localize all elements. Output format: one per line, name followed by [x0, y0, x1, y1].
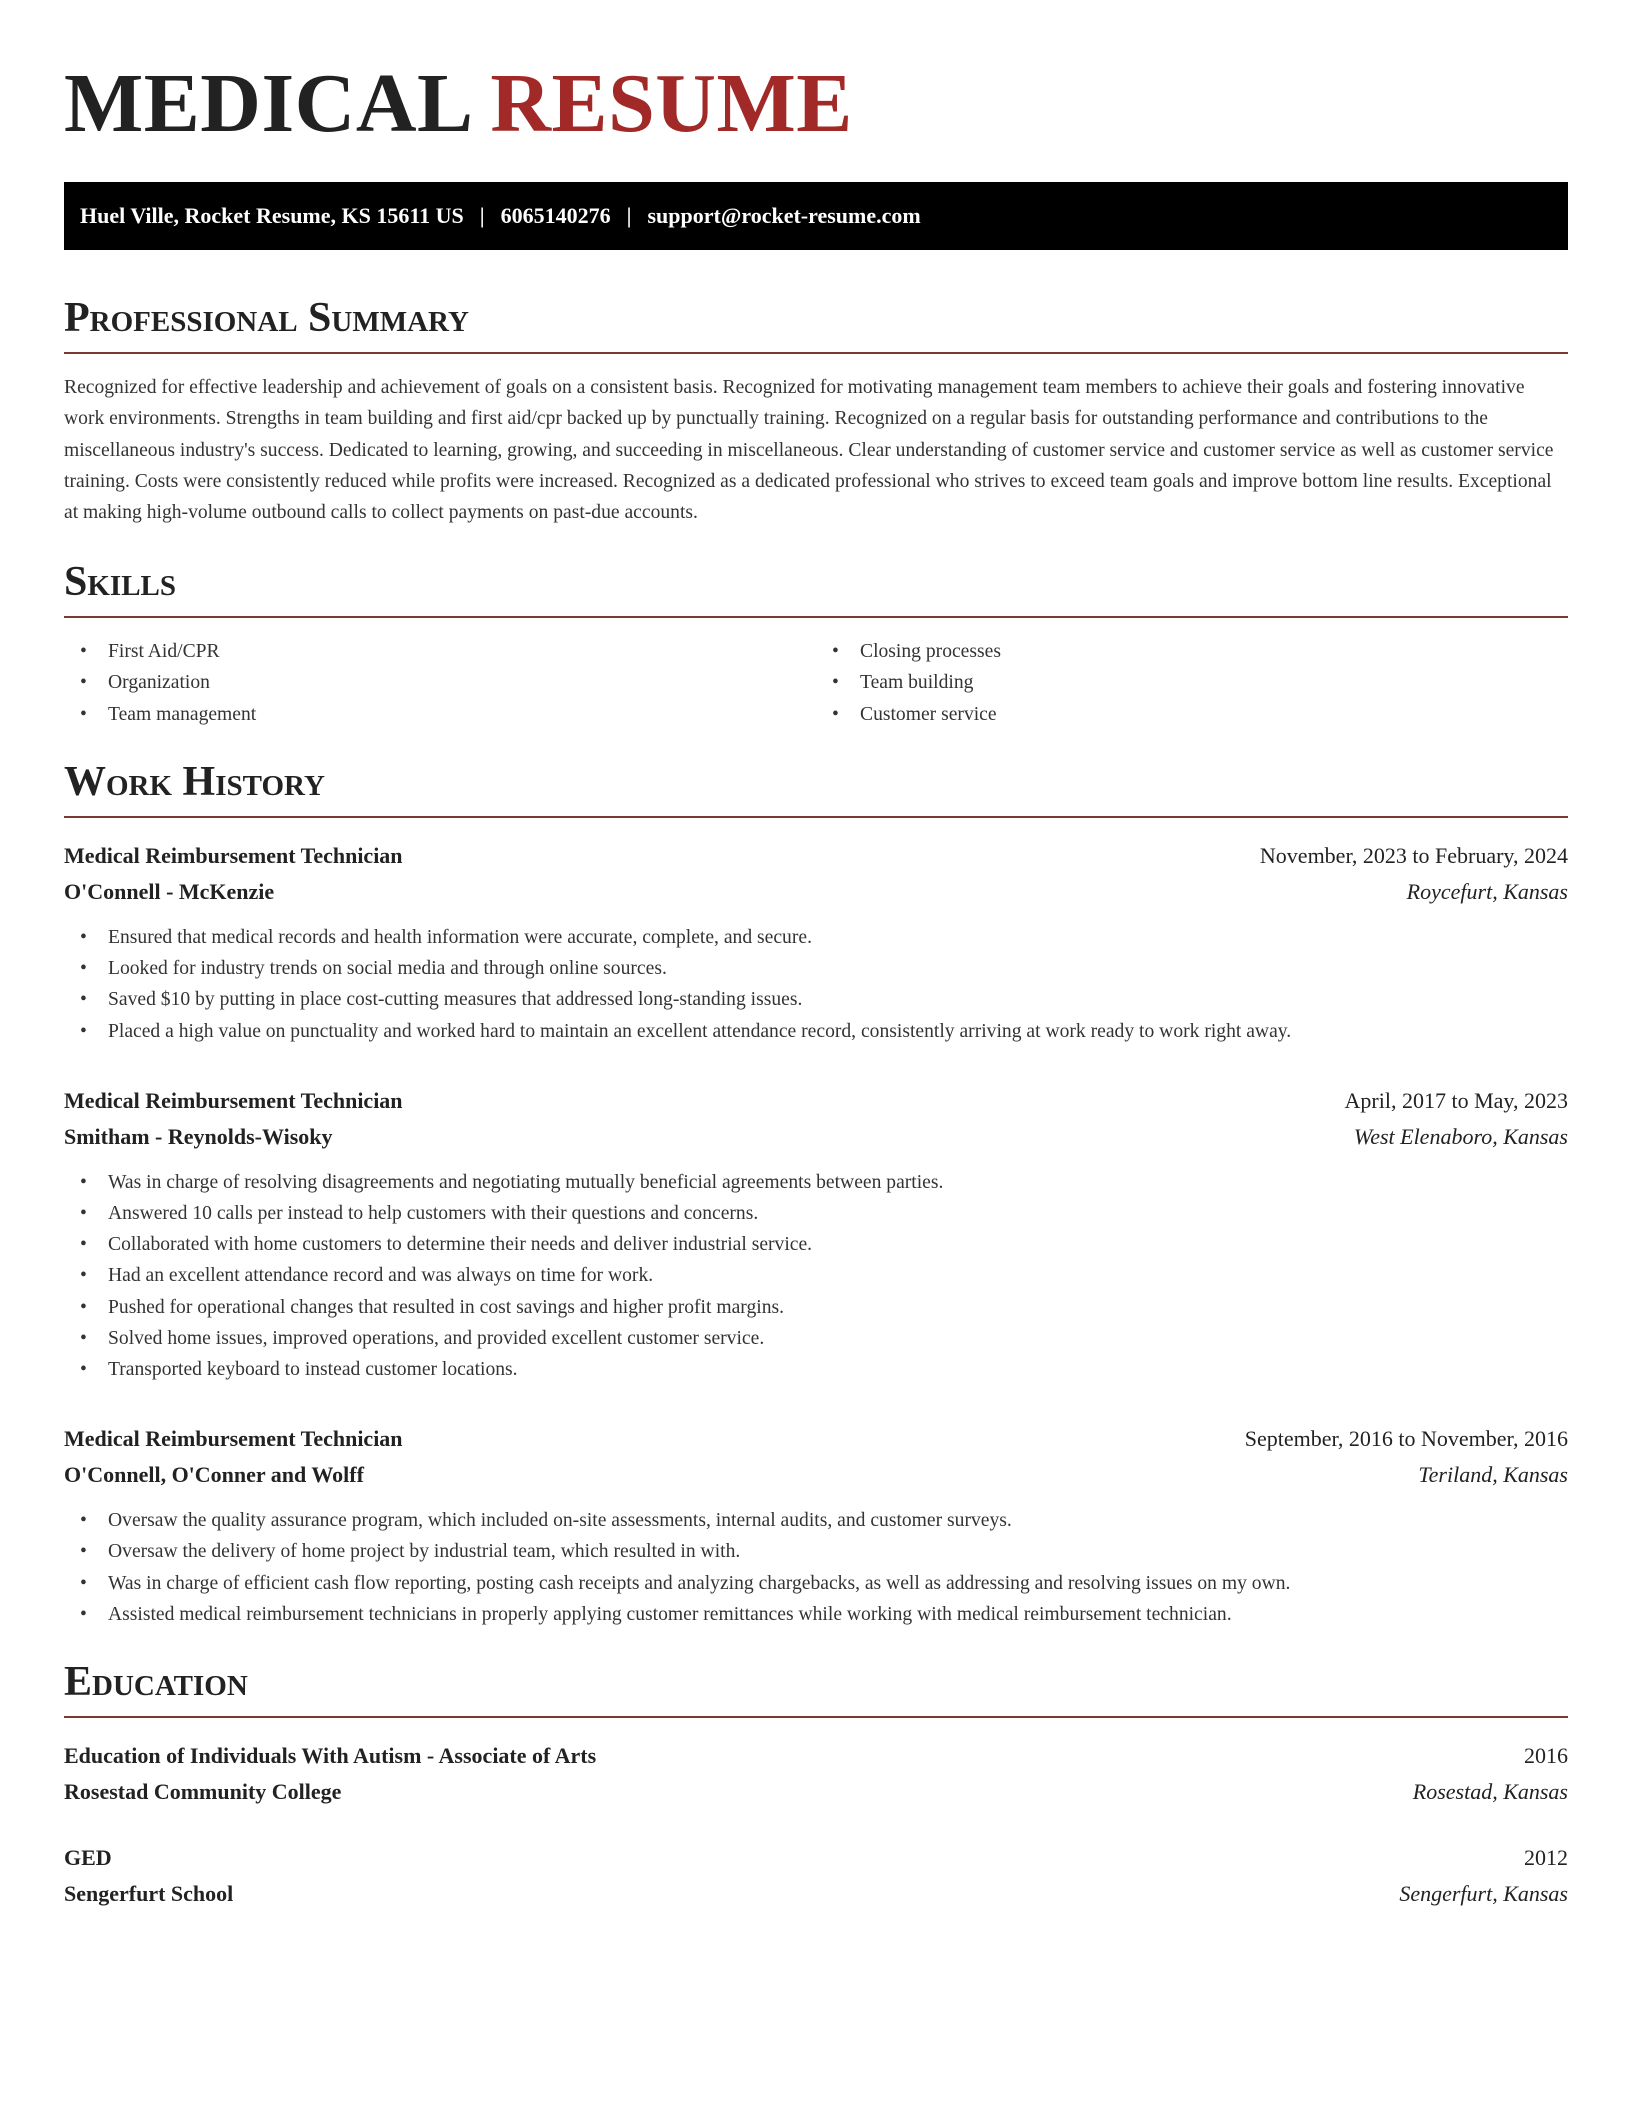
- job-title: Medical Reimbursement Technician: [64, 1087, 403, 1113]
- job-company: O'Connell, O'Conner and Wolff: [64, 1462, 364, 1488]
- job-bullets: [64, 1167, 1568, 1385]
- education-heading: Education: [64, 1660, 1568, 1718]
- job-title: Medical Reimbursement Technician: [64, 1426, 403, 1452]
- job-location: Roycefurt, Kansas: [1406, 878, 1568, 904]
- contact-phone: 6065140276: [500, 203, 611, 228]
- job-bullet: • Collaborated with home customers to determine their needs and deliver industrial service.: [64, 1229, 1568, 1260]
- job-company: O'Connell - McKenzie: [64, 878, 275, 904]
- job-entry: [64, 1083, 1568, 1385]
- education-section: [64, 1660, 1568, 1912]
- contact-bar: [64, 182, 1568, 250]
- job-company: Smitham - Reynolds-Wisoky: [64, 1123, 333, 1149]
- job-dates: November, 2023 to February, 2024: [1259, 842, 1568, 868]
- work-history-section: [64, 760, 1568, 1630]
- education-location: Sengerfurt, Kansas: [1399, 1881, 1568, 1907]
- job-bullet: • Oversaw the delivery of home project by industrial team, which resulted in with.: [64, 1536, 1568, 1567]
- job-bullet: • Was in charge of resolving disagreements and negotiating mutually beneficial agreements between parties.: [64, 1167, 1568, 1198]
- education-entry: [64, 1840, 1568, 1912]
- resume-title: [64, 57, 1568, 150]
- title-word-medical: MEDICAL: [64, 57, 469, 150]
- education-degree: Education of Individuals With Autism - Associate of Arts: [64, 1743, 597, 1769]
- skill-item: • Team management: [64, 699, 816, 730]
- job-entry: [64, 1421, 1568, 1630]
- job-title: Medical Reimbursement Technician: [64, 842, 403, 868]
- education-year: 2016: [1524, 1743, 1568, 1769]
- job-bullet: • Answered 10 calls per instead to help customers with their questions and concerns.: [64, 1198, 1568, 1229]
- skills-column-left: [64, 636, 816, 730]
- education-school: Rosestad Community College: [64, 1779, 342, 1805]
- work-history-heading: Work History: [64, 760, 1568, 818]
- job-bullet: • Looked for industry trends on social media and through online sources.: [64, 953, 1568, 984]
- job-bullet: • Placed a high value on punctuality and worked hard to maintain an excellent attendance record, consistently arriving at work ready to work right away.: [64, 1016, 1568, 1047]
- job-bullet: • Ensured that medical records and health information were accurate, complete, and secure.: [64, 922, 1568, 953]
- job-bullet: • Saved $10 by putting in place cost-cutting measures that addressed long-standing issues.: [64, 984, 1568, 1015]
- education-location: Rosestad, Kansas: [1412, 1779, 1568, 1805]
- contact-email: support@rocket-resume.com: [647, 203, 921, 228]
- title-word-resume: RESUME: [490, 57, 853, 150]
- skills-list: [64, 636, 1568, 730]
- job-bullet: • Oversaw the quality assurance program, which included on-site assessments, internal audits, and customer surveys.: [64, 1505, 1568, 1536]
- summary-heading: Professional Summary: [64, 296, 1568, 354]
- job-bullet: • Solved home issues, improved operations, and provided excellent customer service.: [64, 1323, 1568, 1354]
- job-bullet: • Transported keyboard to instead customer locations.: [64, 1354, 1568, 1385]
- job-bullets: [64, 1505, 1568, 1630]
- job-bullet: • Pushed for operational changes that resulted in cost savings and higher profit margins.: [64, 1292, 1568, 1323]
- skills-heading: Skills: [64, 560, 1568, 618]
- education-year: 2012: [1524, 1845, 1568, 1871]
- summary-section: [64, 296, 1568, 528]
- education-school: Sengerfurt School: [64, 1881, 234, 1907]
- job-bullets: [64, 922, 1568, 1047]
- job-bullet: • Was in charge of efficient cash flow reporting, posting cash receipts and analyzing chargebacks, as well as addressing and resolving issues on my own.: [64, 1568, 1568, 1599]
- job-location: West Elenaboro, Kansas: [1353, 1123, 1568, 1149]
- job-entry: [64, 838, 1568, 1047]
- contact-address: Huel Ville, Rocket Resume, KS 15611 US: [80, 203, 464, 228]
- summary-text: Recognized for effective leadership and achievement of goals on a consistent basis. Recognized for motivating management team members to achieve their goals and fostering innovative work environments. Strengths in team building and first aid/cpr backed up by punctually training. Recognized on a regular basis for outstanding performance and contributions to the miscellaneous industry's success. Dedicated to learning, growing, and succeeding in miscellaneous. Clear understanding of customer service and customer service as well as customer service training. Costs were consistently reduced while profits were increased. Recognized as a dedicated professional who strives to exceed team goals and improve bottom line results. Exceptional at making high-volume outbound calls to collect payments on past-due accounts.: [64, 377, 1554, 523]
- job-dates: September, 2016 to November, 2016: [1244, 1426, 1568, 1452]
- job-location: Teriland, Kansas: [1418, 1462, 1568, 1488]
- skill-item: • Closing processes: [816, 636, 1568, 667]
- skill-item: • Organization: [64, 667, 816, 698]
- job-dates: April, 2017 to May, 2023: [1344, 1087, 1568, 1113]
- skills-column-right: [816, 636, 1568, 730]
- skill-item: • First Aid/CPR: [64, 636, 816, 667]
- contact-separator: |: [479, 203, 485, 228]
- skills-section: [64, 560, 1568, 730]
- skill-item: • Team building: [816, 667, 1568, 698]
- job-bullet: • Assisted medical reimbursement technicians in properly applying customer remittances while working with medical reimbursement technician.: [64, 1599, 1568, 1630]
- job-bullet: • Had an excellent attendance record and was always on time for work.: [64, 1260, 1568, 1291]
- contact-separator: |: [626, 203, 632, 228]
- skill-item: • Customer service: [816, 699, 1568, 730]
- education-degree: GED: [64, 1845, 112, 1871]
- education-entry: [64, 1738, 1568, 1810]
